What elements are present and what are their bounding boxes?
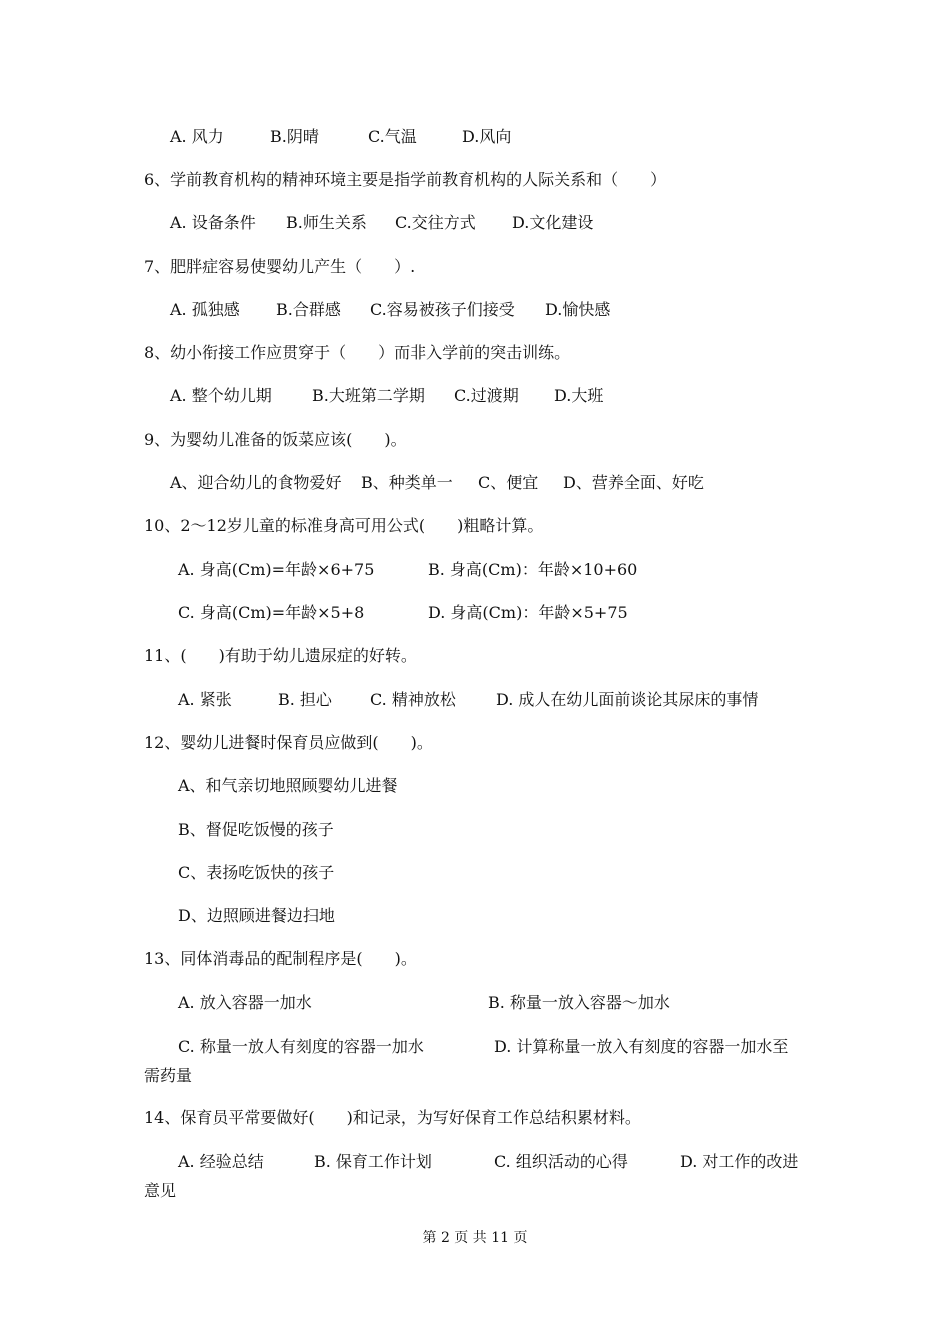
q8-option-d: D.大班: [554, 386, 604, 405]
q14-option-c: C. 组织活动的心得: [494, 1152, 628, 1171]
q14-option-d: D. 对工作的改进: [680, 1152, 799, 1171]
q10-option-b: B. 身高(Cm)：年龄×10+60: [428, 560, 638, 579]
q14-option-d-continuation: 意见: [144, 1181, 177, 1200]
q12-option-a: A、和气亲切地照顾婴幼儿进餐: [178, 776, 398, 795]
q13-option-b: B. 称量一放入容器～加水: [488, 993, 670, 1012]
q6-option-c: C.交往方式: [395, 213, 476, 232]
q9-stem: 9、为婴幼儿准备的饭菜应该( )。: [144, 430, 407, 449]
q9-option-a: A、迎合幼儿的食物爱好: [170, 473, 342, 492]
q7-option-b: B.合群感: [276, 300, 341, 319]
q9-option-b: B、种类单一: [361, 473, 453, 492]
q11-option-b: B. 担心: [278, 690, 332, 709]
q6-option-a: A. 设备条件: [170, 213, 256, 232]
q7-option-d: D.愉快感: [545, 300, 611, 319]
q13-stem: 13、同体消毒品的配制程序是( )。: [144, 949, 417, 968]
q5-option-b: B.阴晴: [270, 127, 319, 146]
q5-option-d: D.风向: [462, 127, 512, 146]
q10-option-c: C. 身高(Cm)=年龄×5+8: [178, 603, 365, 622]
q11-option-a: A. 紧张: [178, 690, 232, 709]
q10-option-a: A. 身高(Cm)=年龄×6+75: [178, 560, 375, 579]
q7-option-a: A. 孤独感: [170, 300, 240, 319]
q10-stem: 10、2～12岁儿童的标准身高可用公式( )粗略计算。: [144, 516, 544, 535]
q13-option-a: A. 放入容器一加水: [178, 993, 312, 1012]
q12-option-d: D、边照顾进餐边扫地: [178, 906, 335, 925]
q5-option-a: A. 风力: [170, 127, 224, 146]
q6-option-d: D.文化建设: [512, 213, 594, 232]
q12-option-b: B、督促吃饭慢的孩子: [178, 820, 334, 839]
q13-option-d-continuation: 需药量: [144, 1066, 193, 1085]
q11-option-d: D. 成人在幼儿面前谈论其尿床的事情: [496, 690, 759, 709]
q9-option-d: D、营养全面、好吃: [563, 473, 704, 492]
q5-option-c: C.气温: [368, 127, 417, 146]
q14-option-b: B. 保育工作计划: [314, 1152, 432, 1171]
q6-option-b: B.师生关系: [286, 213, 367, 232]
q7-stem: 7、肥胖症容易使婴幼儿产生（ ）.: [144, 257, 416, 276]
q8-option-b: B.大班第二学期: [312, 386, 425, 405]
q7-option-c: C.容易被孩子们接受: [370, 300, 515, 319]
q11-stem: 11、( )有助于幼儿遗尿症的好转。: [144, 646, 417, 665]
q8-option-c: C.过渡期: [454, 386, 519, 405]
q14-stem: 14、保育员平常要做好( )和记录，为写好保育工作总结积累材料。: [144, 1108, 641, 1127]
q8-option-a: A. 整个幼儿期: [170, 386, 272, 405]
q10-option-d: D. 身高(Cm)：年龄×5+75: [428, 603, 628, 622]
page-footer: 第 2 页 共 11 页: [422, 1230, 528, 1246]
q14-option-a: A. 经验总结: [178, 1152, 264, 1171]
q8-stem: 8、幼小衔接工作应贯穿于（ ）而非入学前的突击训练。: [144, 343, 571, 362]
q6-stem: 6、学前教育机构的精神环境主要是指学前教育机构的人际关系和（ ）: [144, 170, 667, 189]
q12-stem: 12、婴幼儿进餐时保育员应做到( )。: [144, 733, 433, 752]
q13-option-d: D. 计算称量一放入有刻度的容器一加水至: [494, 1037, 789, 1056]
q11-option-c: C. 精神放松: [370, 690, 456, 709]
q13-option-c: C. 称量一放人有刻度的容器一加水: [178, 1037, 424, 1056]
q9-option-c: C、便宜: [478, 473, 539, 492]
q12-option-c: C、表扬吃饭快的孩子: [178, 863, 335, 882]
